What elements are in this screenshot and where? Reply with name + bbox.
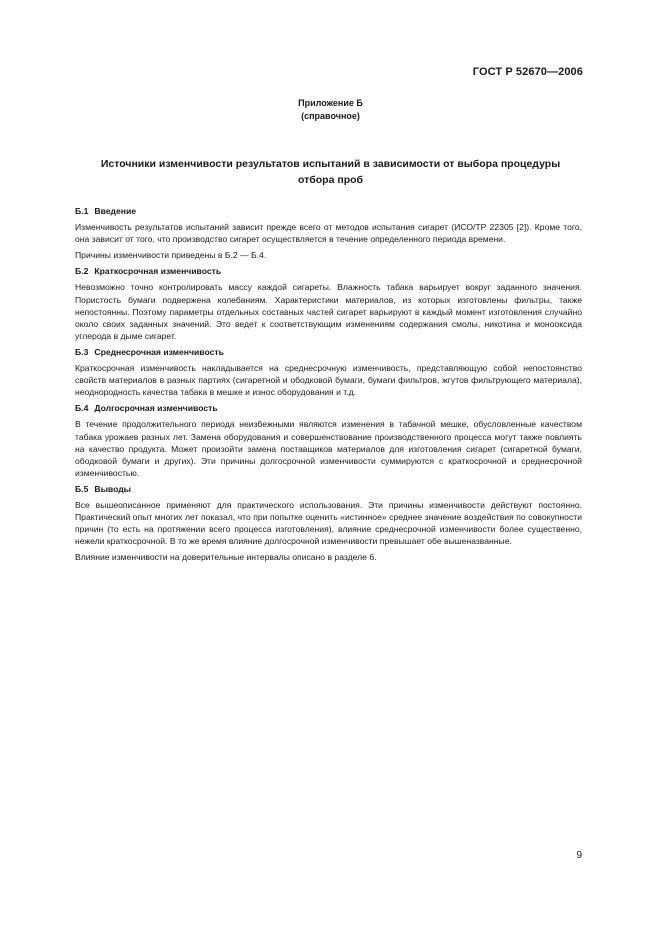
paragraph: Невозможно точно контролировать массу каждой сигареты. Влажность табака варьирует вокруг заданного значения. Пористость бумаги подвержена колебаниям. Характеристики материалов, из которых изготовлены фильтры, также непостоянны. Поэтому параметры отдельных составных частей сигарет варьируют в каждый момент изготовления случайно около своих заданных значений. Это ведет к соответствующим изменениям содержания смолы, никотина и монооксида углерода в дыме сигарет. xyxy=(75,282,582,341)
section-heading xyxy=(75,402,582,414)
title-line-1: Источники изменчивости результатов испытаний в зависимости от выбора процедуры xyxy=(100,158,561,170)
section-title: Выводы xyxy=(94,483,132,494)
section-title: Среднесрочная изменчивость xyxy=(94,346,224,357)
section-b4 xyxy=(75,402,582,479)
section-b2 xyxy=(75,265,582,342)
document-body xyxy=(75,205,582,567)
paragraph: Причины изменчивости приведены в Б.2 — Б.4. xyxy=(75,250,267,261)
appendix-note: (справочное) xyxy=(301,111,360,121)
section-title: Краткосрочная изменчивость xyxy=(94,266,222,277)
paragraph: Изменчивость результатов испытаний зависит прежде всего от методов испытания сигарет (ИСО/ТР 22305 [2]). Кроме того, она зависит от того, что производство сигарет осуществляется в течение определенного периода времени. xyxy=(75,222,582,245)
section-number: Б.2 xyxy=(75,266,89,277)
appendix-label: Приложение Б xyxy=(298,98,363,108)
paragraph: В течение продолжительного периода неизбежными являются изменения в табачной мешке, обусловленные качеством табака урожаев разных лет. Замена оборудования и совершенствование производственного процесса могут также повлиять на качество продукта. Может произойти замена поставщиков материалов для изготовления сигарет (сигаретной бумаги, ободковой бумаги и других). Эти причины долгосрочной изменчивости суммируются с краткосрочной и среднесрочной изменчивостью. xyxy=(75,419,582,478)
section-heading xyxy=(75,265,582,277)
section-heading xyxy=(75,205,582,217)
document-code: ГОСТ Р 52670—2006 xyxy=(472,66,583,78)
section-title: Долгосрочная изменчивость xyxy=(94,403,218,414)
page-number: 9 xyxy=(576,850,582,861)
appendix-heading xyxy=(0,97,661,123)
section-title: Введение xyxy=(94,206,137,216)
section-b3 xyxy=(75,346,582,398)
paragraph: Влияние изменчивости на доверительные интервалы описано в разделе 6. xyxy=(75,552,377,563)
section-number: Б.5 xyxy=(75,483,89,494)
document-title xyxy=(60,156,601,188)
section-b1 xyxy=(75,205,582,261)
section-b5 xyxy=(75,483,582,564)
section-heading xyxy=(75,483,582,495)
section-number: Б.3 xyxy=(75,346,89,357)
section-heading xyxy=(75,346,582,358)
section-number: Б.1 xyxy=(75,206,89,216)
title-line-2: отбора проб xyxy=(297,174,364,186)
paragraph: Краткосрочная изменчивость накладывается на среднесрочную изменчивость, представляющую собой непостоянство свойств материалов в разных партиях (сигаретной и ободковой бумаги, бумаги фильтров, жгутов фильтрующего материала), неоднородность качества табака в мешке и износ оборудования и т.д. xyxy=(75,363,582,398)
paragraph: Все вышеописанное применяют для практического использования. Эти причины изменчивости действуют постоянно. Практический опыт многих лет показал, что при попытке оценить «истинное» среднее значение воздействия по совокупности причин (то есть на протяжении всего процесса изготовления), влияние среднесрочной изменчивости более существенно, нежели краткосрочной. В то же время влияние долгосрочной изменчивости превышает обе вышеназванные. xyxy=(75,499,582,547)
section-number: Б.4 xyxy=(75,403,89,414)
